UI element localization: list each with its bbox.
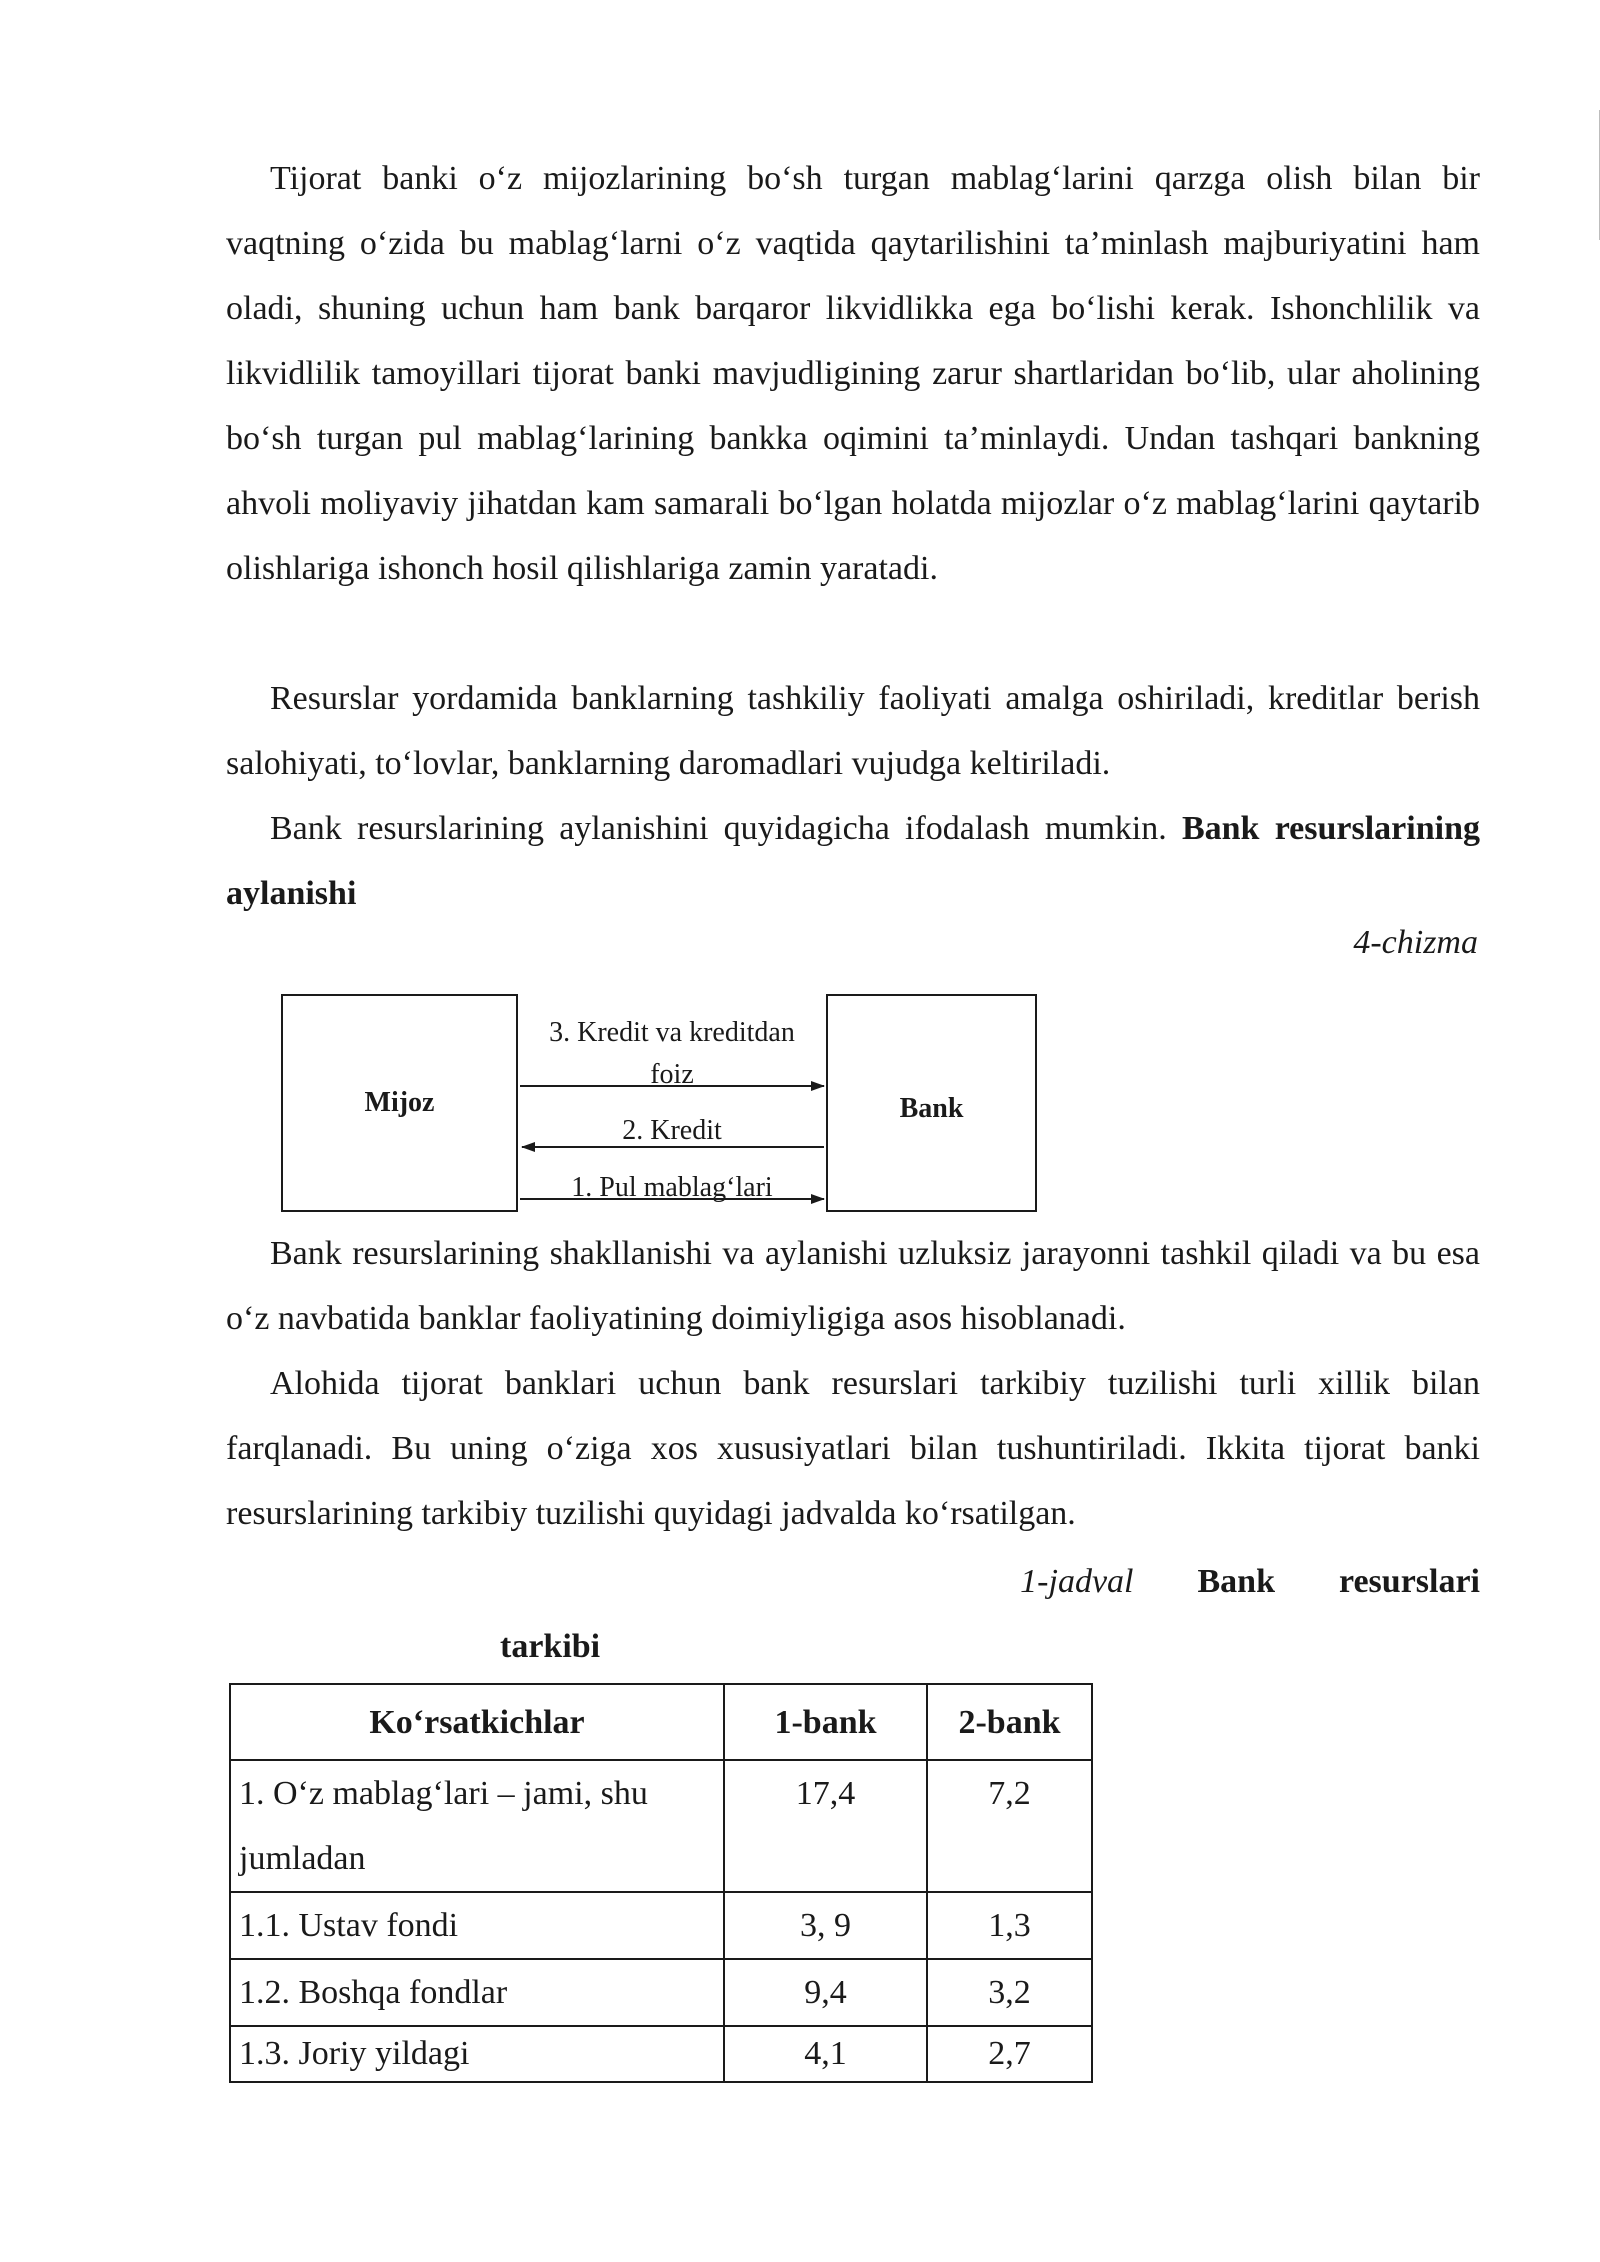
table-row	[230, 1760, 1092, 1892]
client-box-label: Mijoz	[364, 1087, 435, 1118]
table-number: 1-jadval	[1020, 1563, 1134, 1600]
table-title-word-2: resurslari	[1338, 1563, 1480, 1600]
header-bank-2: 2-bank	[927, 1684, 1092, 1760]
table-caption	[226, 1549, 1480, 1679]
table-row	[230, 1959, 1092, 2026]
diagram-title: Bank resurslarining aylanishi	[226, 810, 1480, 912]
header-bank-1: 1-bank	[724, 1684, 927, 1760]
row-value-bank-1: 17,4	[724, 1760, 927, 1892]
row-label: 1.2. Boshqa fondlar	[230, 1959, 724, 2026]
bank-box	[826, 994, 1037, 1212]
paragraph-3-text: Bank resurslarining aylanishini quyidagicha ifodalash mumkin.	[270, 810, 1182, 847]
bank-box-label: Bank	[899, 1093, 964, 1124]
row-value-bank-2: 1,3	[927, 1892, 1092, 1959]
row-value-bank-2: 2,7	[927, 2026, 1092, 2082]
row-value-bank-2: 3,2	[927, 1959, 1092, 2026]
resources-table	[229, 1683, 1093, 2083]
paragraph-5: Alohida tijorat banklari uchun bank resurslari tarkibiy tuzilishi turli xillik bilan farqlanadi. Bu uning o‘ziga xos xususiyatlari bilan tushuntiriladi. Ikkita tijorat banki resurslarining tarkibiy tuzilishi quyidagi jadvalda ko‘rsatilgan.	[226, 1365, 1480, 1532]
paragraph-3	[226, 796, 1480, 926]
paragraph-1: Tijorat banki o‘z mijozlarining bo‘sh turgan mablag‘larini qarzga olish bilan bir vaqtning o‘zida bu mablag‘larni o‘z vaqtida qaytarilishini ta’minlash majburiyatini ham oladi, shuning uchun ham bank barqaror likvidlikka ega bo‘lishi kerak. Ishonchlilik va likvidlilik tamoyillari tijorat banki mavjudligining zarur shartlaridan bo‘lib, ular aholining bo‘sh turgan pul mablag‘larining bankka oqimini ta’minlaydi. Undan tashqari bankning ahvoli moliyaviy jihatdan kam samarali bo‘lgan holatda mijozlar o‘z mablag‘larini qaytarib olishlariga ishonch hosil qilishlariga zamin yaratadi.	[226, 160, 1480, 587]
table-row	[230, 1892, 1092, 1959]
row-value-bank-1: 9,4	[724, 1959, 927, 2026]
arrow-2-label: 2. Kredit	[622, 1115, 722, 1146]
row-value-bank-1: 4,1	[724, 2026, 927, 2082]
row-value-bank-1: 3, 9	[724, 1892, 927, 1959]
paragraph-4: Bank resurslarining shakllanishi va aylanishi uzluksiz jarayonni tashkil qiladi va bu esa o‘z navbatida banklar faoliyatining doimiyligiga asos hisoblanadi.	[226, 1235, 1480, 1337]
table-row	[230, 2026, 1092, 2082]
arrow-1-label: 1. Pul mablag‘lari	[571, 1172, 773, 1203]
row-value-bank-2: 7,2	[927, 1760, 1092, 1892]
row-label: 1.3. Joriy yildagi	[230, 2026, 724, 2082]
paragraph-2: Resurslar yordamida banklarning tashkiliy faoliyati amalga oshiriladi, kreditlar berish salohiyati, to‘lovlar, banklarning daromadlari vujudga keltiriladi.	[226, 680, 1480, 782]
figure-caption: 4-chizma	[1353, 924, 1478, 961]
row-label: 1.1. Ustav fondi	[230, 1892, 724, 1959]
table-title-word-1: Bank	[1197, 1563, 1275, 1600]
table-header-row	[230, 1684, 1092, 1760]
header-indicators: Ko‘rsatkichlar	[230, 1684, 724, 1760]
client-box	[281, 994, 518, 1212]
arrow-3-label: 3. Kredit va kreditdan foiz	[549, 1017, 795, 1090]
table-title-word-3: tarkibi	[500, 1628, 601, 1665]
row-label: 1. O‘z mablag‘lari – jami, shu jumladan	[230, 1760, 724, 1892]
